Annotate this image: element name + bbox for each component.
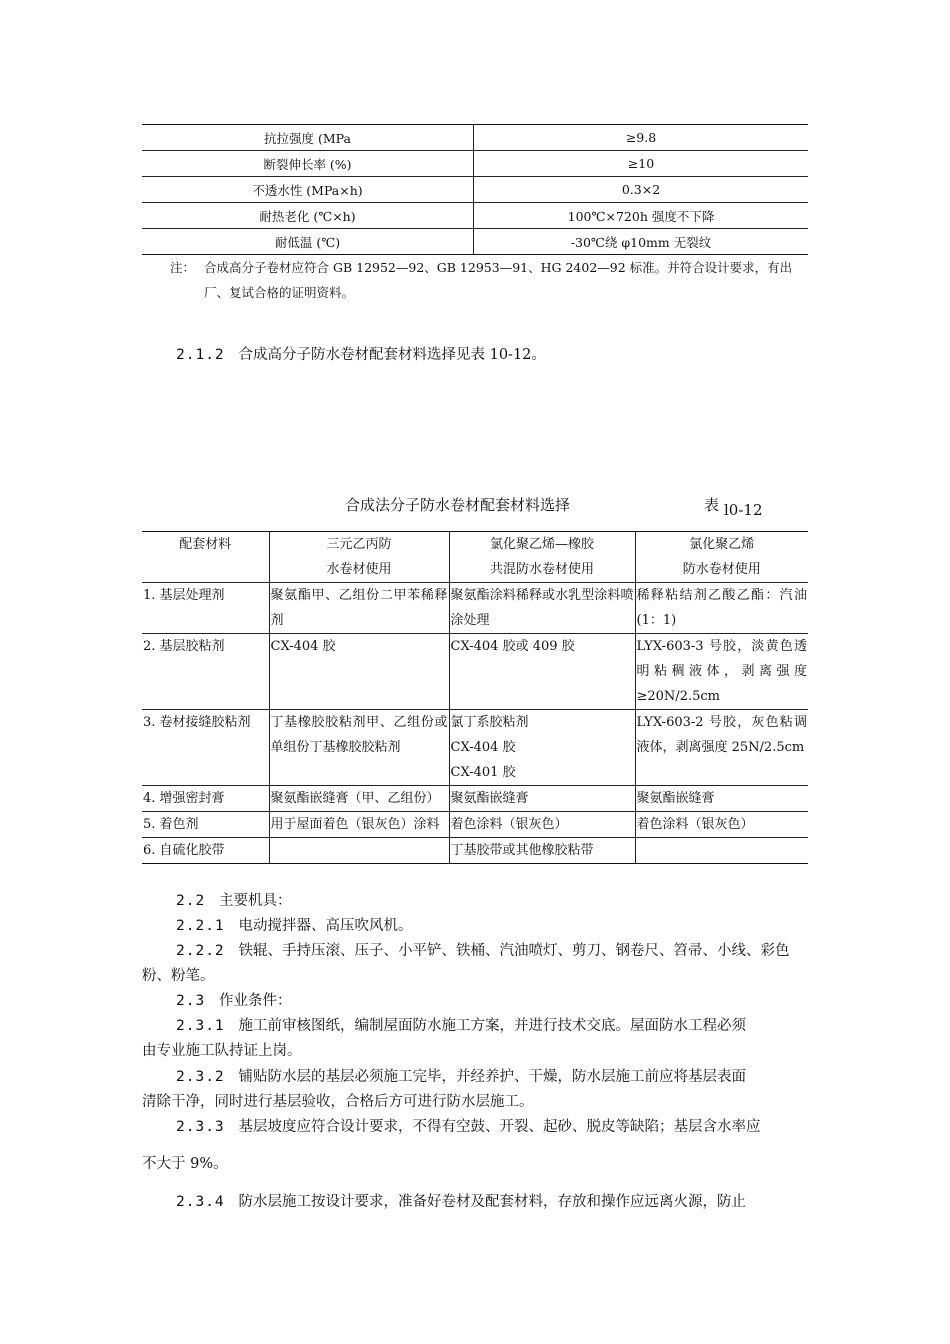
section-2-2: 2.2 主要机具： [176, 893, 292, 909]
section-2-1-2 [176, 343, 546, 368]
cpe-rubber-cell: 着色涂料（银灰色） [449, 812, 635, 838]
material-cell: 1. 基层处理剂 [142, 583, 269, 634]
epdm-cell: 聚氨酯嵌缝膏（甲、乙组份） [269, 786, 449, 812]
cpe-cell [635, 838, 808, 864]
table-row [142, 177, 808, 203]
table-row [142, 229, 808, 255]
section-2-2-1: 2.2.1 电动搅拌器、高压吹风机。 [176, 918, 413, 934]
table-row [142, 710, 808, 786]
table-header-row [142, 532, 808, 583]
epdm-cell: 聚氨酯甲、乙组份二甲苯稀释剂 [269, 583, 449, 634]
section-text: 合成高分子防水卷材配套材料选择见表 10-12。 [238, 347, 546, 363]
properties-table [142, 124, 808, 255]
cpe-rubber-cell: 丁基胶带或其他橡胶粘带 [449, 838, 635, 864]
column-header: 配套材料 [142, 532, 269, 583]
table-row [142, 125, 808, 151]
note-label: 注： [170, 260, 196, 275]
property-value: 0.3×2 [474, 177, 809, 203]
property-name: 耐低温 (℃) [142, 229, 474, 255]
column-header: 氯化聚乙烯 防水卷材使用 [635, 532, 808, 583]
material-cell: 5. 着色剂 [142, 812, 269, 838]
section-2-3-3-cont: 不大于 9%。 [142, 1156, 228, 1172]
column-header: 氯化聚乙烯—橡胶 共混防水卷材使用 [449, 532, 635, 583]
matching-materials-table [142, 531, 808, 864]
property-name: 耐热老化 (℃×h) [142, 203, 474, 229]
epdm-cell: 丁基橡胶胶粘剂甲、乙组份或单组份丁基橡胶胶粘剂 [269, 710, 449, 786]
table-row [142, 838, 808, 864]
section-2-3-2: 2.3.2 铺贴防水层的基层必须施工完毕，并经养护、干燥，防水层施工前应将基层表面 [176, 1069, 746, 1085]
cpe-cell: 稀释粘结剂乙酸乙酯：汽油(1：1) [635, 583, 808, 634]
cpe-cell: LYX-603-3 号胶，淡黄色透明粘稠液体，剥离强度≥20N/2.5cm [635, 634, 808, 710]
property-value: 100℃×720h 强度不下降 [474, 203, 809, 229]
note-line-1: 合成高分子卷材应符合 GB 12952—92、GB 12953—91、HG 2402—92 标准。并符合设计要求，有出 [204, 260, 793, 275]
property-value: ≥10 [474, 151, 809, 177]
section-2-3-3: 2.3.3 基层坡度应符合设计要求，不得有空鼓、开裂、起砂、脱皮等缺陷；基层含水率应 [176, 1119, 761, 1135]
property-value: ≥9.8 [474, 125, 809, 151]
epdm-cell: 用于屋面着色（银灰色）涂料 [269, 812, 449, 838]
table-row [142, 203, 808, 229]
section-2-3-1-cont: 由专业施工队持证上岗。 [142, 1043, 302, 1059]
material-cell: 3. 卷材接缝胶粘剂 [142, 710, 269, 786]
epdm-cell [269, 838, 449, 864]
table-row [142, 786, 808, 812]
note-line-2: 厂、复试合格的证明资料。 [204, 285, 355, 300]
section-2-3-2-cont: 清除干净，同时进行基层验收，合格后方可进行防水层施工。 [142, 1094, 534, 1110]
table-row [142, 812, 808, 838]
section-2-2-2: 2.2.2 铁辊、手持压滚、压子、小平铲、铁桶、汽油喷灯、剪刀、钢卷尺、笤帚、小线、彩色 [176, 943, 790, 959]
material-cell: 4. 增强密封膏 [142, 786, 269, 812]
section-2-3: 2.3 作业条件： [176, 993, 292, 1009]
table-row [142, 151, 808, 177]
table-number: l0-12 [724, 501, 763, 519]
property-value: -30℃绕 φ10mm 无裂纹 [474, 229, 809, 255]
table-title: 合成法分子防水卷材配套材料选择 [345, 496, 571, 514]
epdm-cell: CX-404 胶 [269, 634, 449, 710]
cpe-cell: 聚氨酯嵌缝膏 [635, 786, 808, 812]
cpe-rubber-cell: CX-404 胶或 409 胶 [449, 634, 635, 710]
table-label: 表 [704, 496, 720, 514]
column-header: 三元乙丙防 水卷材使用 [269, 532, 449, 583]
property-name: 不透水性 (MPa×h) [142, 177, 474, 203]
material-cell: 2. 基层胶粘剂 [142, 634, 269, 710]
property-name: 抗拉强度 (MPa [142, 125, 474, 151]
cpe-rubber-cell: 氯丁系胶粘剂 CX-404 胶 CX-401 胶 [449, 710, 635, 786]
cpe-cell: LYX-603-2 号胶，灰色粘调液体，剥离强度 25N/2.5cm [635, 710, 808, 786]
table-row [142, 634, 808, 710]
table-row [142, 583, 808, 634]
section-number: 2.1.2 [176, 347, 225, 363]
section-2-3-4: 2.3.4 防水层施工按设计要求，准备好卷材及配套材料，存放和操作应远离火源，防止 [176, 1194, 746, 1210]
cpe-rubber-cell: 聚氨酯嵌缝膏 [449, 786, 635, 812]
section-2-2-2-cont: 粉、粉笔。 [142, 968, 215, 984]
section-2-3-1: 2.3.1 施工前审核图纸，编制屋面防水施工方案，并进行技术交底。屋面防水工程必须 [176, 1018, 746, 1034]
cpe-rubber-cell: 聚氨酯涂料稀释或水乳型涂料喷涂处理 [449, 583, 635, 634]
cpe-cell: 着色涂料（银灰色） [635, 812, 808, 838]
material-cell: 6. 自硫化胶带 [142, 838, 269, 864]
property-name: 断裂伸长率 (%) [142, 151, 474, 177]
